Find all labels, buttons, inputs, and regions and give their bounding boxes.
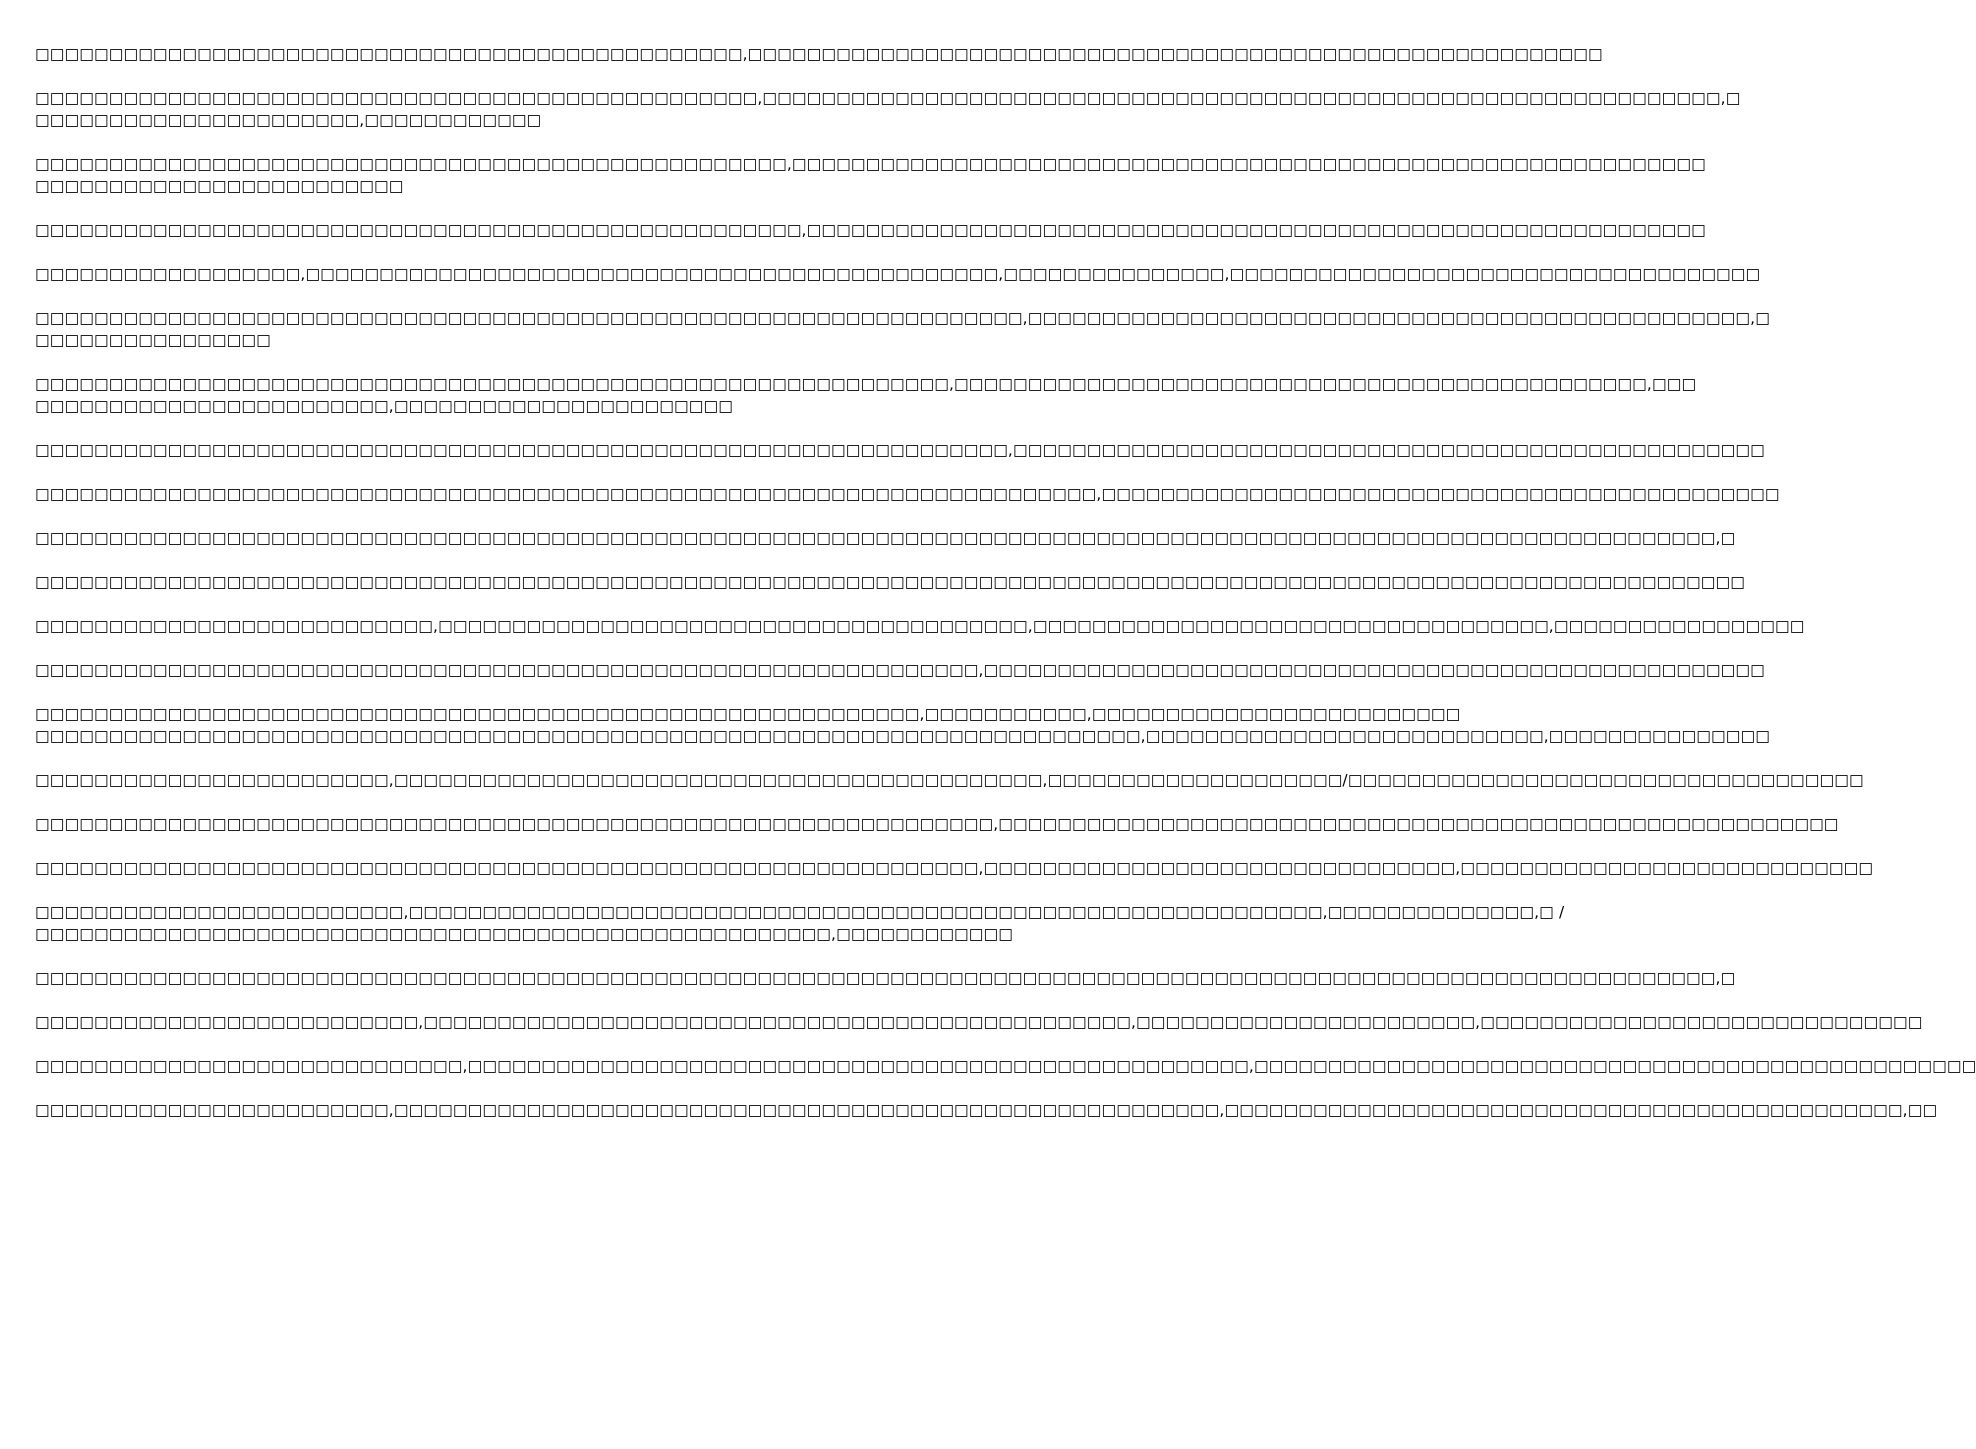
paragraph (35, 439, 1765, 461)
paragraph (35, 527, 1736, 549)
text-line: □□□□□□□□□□□□□□□□□□□□□□□□□□□□□□□□□□□□□□□□□□□□□□□□□□□,□□□□□□□□□□□□□□□□□□□□□□□□□□□□□□□□□□□□□□□□□□□□□□□□□□□□□□□□□□□□□□ (35, 155, 1706, 173)
paragraph (35, 857, 1874, 879)
text-line: □□□□□□□□□□□□□□□□□□□□□□□□□□□□□□□□□□□□□□□□□□□□□□□□□□□□□□□□□□□□□□□□□□□□□□□□,□□□□□□□□□□□□□□□□□□□□□□□□□□□□□□□□□□□□□□□□□□□□□□ (35, 485, 1780, 503)
paragraph (35, 813, 1839, 835)
paragraph (35, 153, 1706, 197)
text-line: □□□□□□□□□□□□□□□□□□□□□□□□□□□□□□□□□□□□□□□□□□□□□□□□□□□□□□□□□□□□□□□□,□□□□□□□□□□□□□□□□□□□□□□□□□□□□□□□□,□□□□□□□□□□□□□□□□□□□□□□□□□□□□ (35, 859, 1874, 877)
text-line: □□□□□□□□□□□□□□□□□□□□□□□□□□□□□□□□□□□□□□□□□□□□□□□□□□□□□□□□□□□□□□□□□□□□□□□□□□□,□□□□□□□□□□□□□□□□□□□□□□□□□□□,□□□□□□□□□□□□□□□ (35, 727, 1770, 745)
paragraph (35, 703, 1770, 747)
paragraph (35, 901, 1565, 945)
text-line: □□□□□□□□□□□□□□□□□□□□□□□□□□□□□□□□□□□□□□□□□□□□□□□□□□□□□□□□□□□□□□□□□□□□□□□□□□□□□□□□□□□□□□□□□□□□□□□□□□□□□□□□□□□□□□□□□□,□ (35, 969, 1736, 987)
text-line: □□□□□□□□□□□□□□□□□□□□□□□□,□□□□□□□□□□□□□□□□□□□□□□□□□□□□□□□□□□□□□□□□□□□□□□□□□□□□□□□□,□□□□□□□□□□□□□□□□□□□□□□□□□□□□□□□□□□□□□□□□□□□□□□,□□ (35, 1101, 1938, 1119)
text-line: □□□□□□□□□□□□□□□□□□,□□□□□□□□□□□□□□□□□□□□□□□□□□□□□□□□□□□□□□□□□□□□□□□,□□□□□□□□□□□□□□□,□□□□□□□□□□□□□□□□□□□□□□□□□□□□□□□□□□□□ (35, 265, 1761, 283)
text-line: □□□□□□□□□□□□□□□□□□□□□□□□□□□□□□□□□□□□□□□□□□□□□□□□□□□□□□□□□□□□□□□□□□□□□□□□□□□□□□□□□□□□□□□□□□□□□□□□□□□□□□□□□□□□□□□□□□□□ (35, 573, 1746, 591)
text-line: □□□□□□□□□□□□□□□□□□□□□□□□□□□□□□□□□□□□□□□□□□□□□□□□□□□□□□□□□□□□□□□□□□,□□□□□□□□□□□□□□□□□□□□□□□□□□□□□□□□□□□□□□□□□□□□□□□□□□□ (35, 441, 1765, 459)
paragraph (35, 373, 1697, 417)
text-line: □□□□□□□□□□□□□□□□□□□□□□□□□□,□□□□□□□□□□□□□□□□□□□□□□□□□□□□□□□□□□□□□□□□□□□□□□□□,□□□□□□□□□□□□□□□□□□□□□□□,□□□□□□□□□□□□□□□□□□□□□□□□□□□□□□ (35, 1013, 1923, 1031)
document-body (35, 43, 1976, 1143)
text-line: □□□□□□□□□□□□□□□□□□□□□□□□□□□□□□□□□□□□□□□□□□□□□□□□□,□□□□□□□□□□□□□□□□□□□□□□□□□□□□□□□□□□□□□□□□□□□□□□□□□□□□□□□□□□□□□□□□□,□ (35, 89, 1741, 107)
text-line: □□□□□□□□□□□□□□□□□□□□□□□□□,□□□□□□□□□□□□□□□□□□□□□□□□□□□□□□□□□□□□□□□□□□□□□□□□□□□□□□□□□□□□□□,□□□□□□□□□□□□□□,□ / (35, 903, 1565, 921)
text-line: □□□□□□□□□□□□□□□□□□□□□□□□□□□□□□□□□□□□□□□□□□□□□□□□□□□□□□,□□□□□□□□□□□□ (35, 925, 1014, 943)
paragraph (35, 571, 1746, 593)
text-line: □□□□□□□□□□□□□□□□□□□□□□□□□□□□□□□□□□□□□□□□□□□□□□□□□□□□□□□□□□□□□□,□□□□□□□□□□□□□□□□□□□□□□□□□□□□□□□□□□□□□□□□□□□□□□□,□□□ (35, 375, 1697, 393)
paragraph (35, 659, 1765, 681)
text-line: □□□□□□□□□□□□□□□□□□□□□□□□□□□□□□□□□□□□□□□□□□□□□□□□□□□□□□□□□□□□□□□□□□□,□□□□□□□□□□□□□□□□□□□□□□□□□□□□□□□□□□□□□□□□□□□□□□□□□,□ (35, 309, 1770, 327)
paragraph (35, 263, 1761, 285)
paragraph (35, 87, 1741, 131)
text-line: □□□□□□□□□□□□□□□□□□□□□□□□,□□□□□□□□□□□□□□□□□□□□□□□□□□□□□□□□□□□□□□□□□□□□,□□□□□□□□□□□□□□□□□□□□/□□□□□□□□□□□□□□□□□□□□□□□□□□□□□□□□□□□ (35, 771, 1864, 789)
paragraph (35, 1011, 1923, 1033)
text-line: □□□□□□□□□□□□□□□□ (35, 331, 271, 349)
text-line: □□□□□□□□□□□□□□□□□□□□□□□□□□□□□□□□□□□□□□□□□□□□□□□□□□□□□□□□□□□□,□□□□□□□□□□□,□□□□□□□□□□□□□□□□□□□□□□□□□ (35, 705, 1461, 723)
text-line: □□□□□□□□□□□□□□□□□□□□□□□□□ (35, 177, 404, 195)
paragraph (35, 307, 1770, 351)
text-line: □□□□□□□□□□□□□□□□□□□□□□□□□□□□□,□□□□□□□□□□□□□□□□□□□□□□□□□□□□□□□□□□□□□□□□□□□□□□□□□□□□□,□□□□□□□□□□□□□□□□□□□□□□□□□□□□□□□□□□□□□□□□□□□□□□□□□ (35, 1057, 1976, 1075)
text-line: □□□□□□□□□□□□□□□□□□□□□□□□□□□□□□□□□□□□□□□□□□□□□□□□□□□□□□□□□□□□□□□□□□□□□□□□□□□□□□□□□□□□□□□□□□□□□□□□□□□□□□□□□□□□□□□□□□,□ (35, 529, 1736, 547)
text-line: □□□□□□□□□□□□□□□□□□□□□□□□□□□□□□□□□□□□□□□□□□□□□□□□,□□□□□□□□□□□□□□□□□□□□□□□□□□□□□□□□□□□□□□□□□□□□□□□□□□□□□□□□□□ (35, 45, 1603, 63)
paragraph (35, 615, 1805, 637)
text-line: □□□□□□□□□□□□□□□□□□□□□□□□,□□□□□□□□□□□□□□□□□□□□□□□ (35, 397, 733, 415)
text-line: □□□□□□□□□□□□□□□□□□□□□□□□□□□□□□□□□□□□□□□□□□□□□□□□□□□□,□□□□□□□□□□□□□□□□□□□□□□□□□□□□□□□□□□□□□□□□□□□□□□□□□□□□□□□□□□□□□ (35, 221, 1706, 239)
paragraph (35, 483, 1780, 505)
text-line: □□□□□□□□□□□□□□□□□□□□□□□□□□□,□□□□□□□□□□□□□□□□□□□□□□□□□□□□□□□□□□□□□□□□,□□□□□□□□□□□□□□□□□□□□□□□□□□□□□□□□□□□,□□□□□□□□□□□□□□□□□ (35, 617, 1805, 635)
paragraph (35, 769, 1864, 791)
paragraph (35, 967, 1736, 989)
paragraph (35, 1099, 1938, 1121)
paragraph (35, 219, 1706, 241)
text-line: □□□□□□□□□□□□□□□□□□□□□□□□□□□□□□□□□□□□□□□□□□□□□□□□□□□□□□□□□□□□□□□□□,□□□□□□□□□□□□□□□□□□□□□□□□□□□□□□□□□□□□□□□□□□□□□□□□□□□□□□□□□ (35, 815, 1839, 833)
paragraph (35, 1055, 1976, 1077)
paragraph (35, 43, 1603, 65)
text-line: □□□□□□□□□□□□□□□□□□□□□□,□□□□□□□□□□□□ (35, 111, 542, 129)
text-line: □□□□□□□□□□□□□□□□□□□□□□□□□□□□□□□□□□□□□□□□□□□□□□□□□□□□□□□□□□□□□□□□,□□□□□□□□□□□□□□□□□□□□□□□□□□□□□□□□□□□□□□□□□□□□□□□□□□□□□ (35, 661, 1765, 679)
